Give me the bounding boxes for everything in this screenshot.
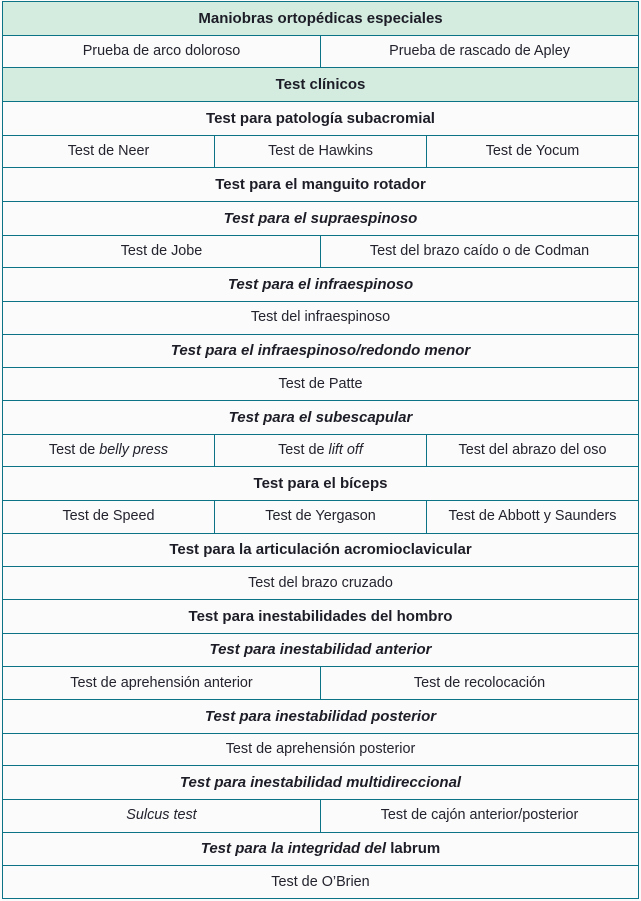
table-cell-test-name: Test de recolocación: [321, 667, 639, 700]
table-row: [3, 2, 639, 36]
table-cell-test-name: Test de Yocum: [427, 135, 639, 168]
table-section-heading: Test para el supraespinoso: [3, 201, 639, 235]
table-cell-test-name: Test del brazo caído o de Codman: [321, 235, 639, 268]
table-row: [3, 633, 639, 667]
table-row: [3, 135, 639, 168]
table-cell-test-name: Test de lift off: [215, 434, 427, 467]
table-section-heading: Test para inestabilidad posterior: [3, 699, 639, 733]
table-cell-test-name: Test de belly press: [3, 434, 215, 467]
table-section-heading: Test para patología subacromial: [3, 101, 639, 135]
table-cell-test-name: Test del abrazo del oso: [427, 434, 639, 467]
table-row: [3, 699, 639, 733]
table-cell-test-name: Test de cajón anterior/posterior: [321, 799, 639, 832]
table-row: [3, 467, 639, 501]
table-section-heading: Test para el infraespinoso/redondo menor: [3, 334, 639, 368]
table-row: [3, 301, 639, 334]
table-row: [3, 235, 639, 268]
table-cell-test-name: Prueba de arco doloroso: [3, 35, 321, 68]
table-row: [3, 201, 639, 235]
table-cell-test-name: Test de Patte: [3, 368, 639, 401]
table-section-heading: Test para inestabilidad multidireccional: [3, 766, 639, 800]
table-section-heading: Test para el bíceps: [3, 467, 639, 501]
table-row: [3, 434, 639, 467]
table-row: [3, 334, 639, 368]
table-section-heading: Test para la integridad del labrum: [3, 832, 639, 866]
table-row: [3, 68, 639, 102]
table-cell-test-name: Test del infraespinoso: [3, 301, 639, 334]
table-cell-test-name: Test de Jobe: [3, 235, 321, 268]
table-row: [3, 268, 639, 302]
table-cell-test-name: Test de aprehensión anterior: [3, 667, 321, 700]
orthopedic-maneuvers-table: [2, 1, 639, 899]
table-row: [3, 500, 639, 533]
table-row: [3, 599, 639, 633]
table-row: [3, 567, 639, 600]
table-cell-test-name: Test de Yergason: [215, 500, 427, 533]
table-section-heading: Test clínicos: [3, 68, 639, 102]
table-row: [3, 866, 639, 899]
table-section-heading: Test para la articulación acromioclavicular: [3, 533, 639, 567]
table-cell-test-name: Test de Speed: [3, 500, 215, 533]
table-row: [3, 168, 639, 202]
table-section-heading: Maniobras ortopédicas especiales: [3, 2, 639, 36]
table-cell-test-name: Test de O’Brien: [3, 866, 639, 899]
table-section-heading: Test para inestabilidad anterior: [3, 633, 639, 667]
table-row: [3, 533, 639, 567]
table-section-heading: Test para el manguito rotador: [3, 168, 639, 202]
table-section-heading: Test para el infraespinoso: [3, 268, 639, 302]
table-section-heading: Test para el subescapular: [3, 400, 639, 434]
table-row: [3, 667, 639, 700]
table-row: [3, 35, 639, 68]
table-row: [3, 400, 639, 434]
table-cell-test-name: Test de Abbott y Saunders: [427, 500, 639, 533]
table-row: [3, 368, 639, 401]
table-row: [3, 766, 639, 800]
table-body: [3, 2, 639, 899]
table-cell-test-name: Test de aprehensión posterior: [3, 733, 639, 766]
table-cell-test-name: Test del brazo cruzado: [3, 567, 639, 600]
table-row: [3, 733, 639, 766]
table-cell-test-name: Test de Neer: [3, 135, 215, 168]
table-row: [3, 101, 639, 135]
table-row: [3, 832, 639, 866]
table-cell-test-name: Prueba de rascado de Apley: [321, 35, 639, 68]
table-section-heading: Test para inestabilidades del hombro: [3, 599, 639, 633]
table-cell-test-name: Test de Hawkins: [215, 135, 427, 168]
table-cell-test-name: Sulcus test: [3, 799, 321, 832]
table-row: [3, 799, 639, 832]
